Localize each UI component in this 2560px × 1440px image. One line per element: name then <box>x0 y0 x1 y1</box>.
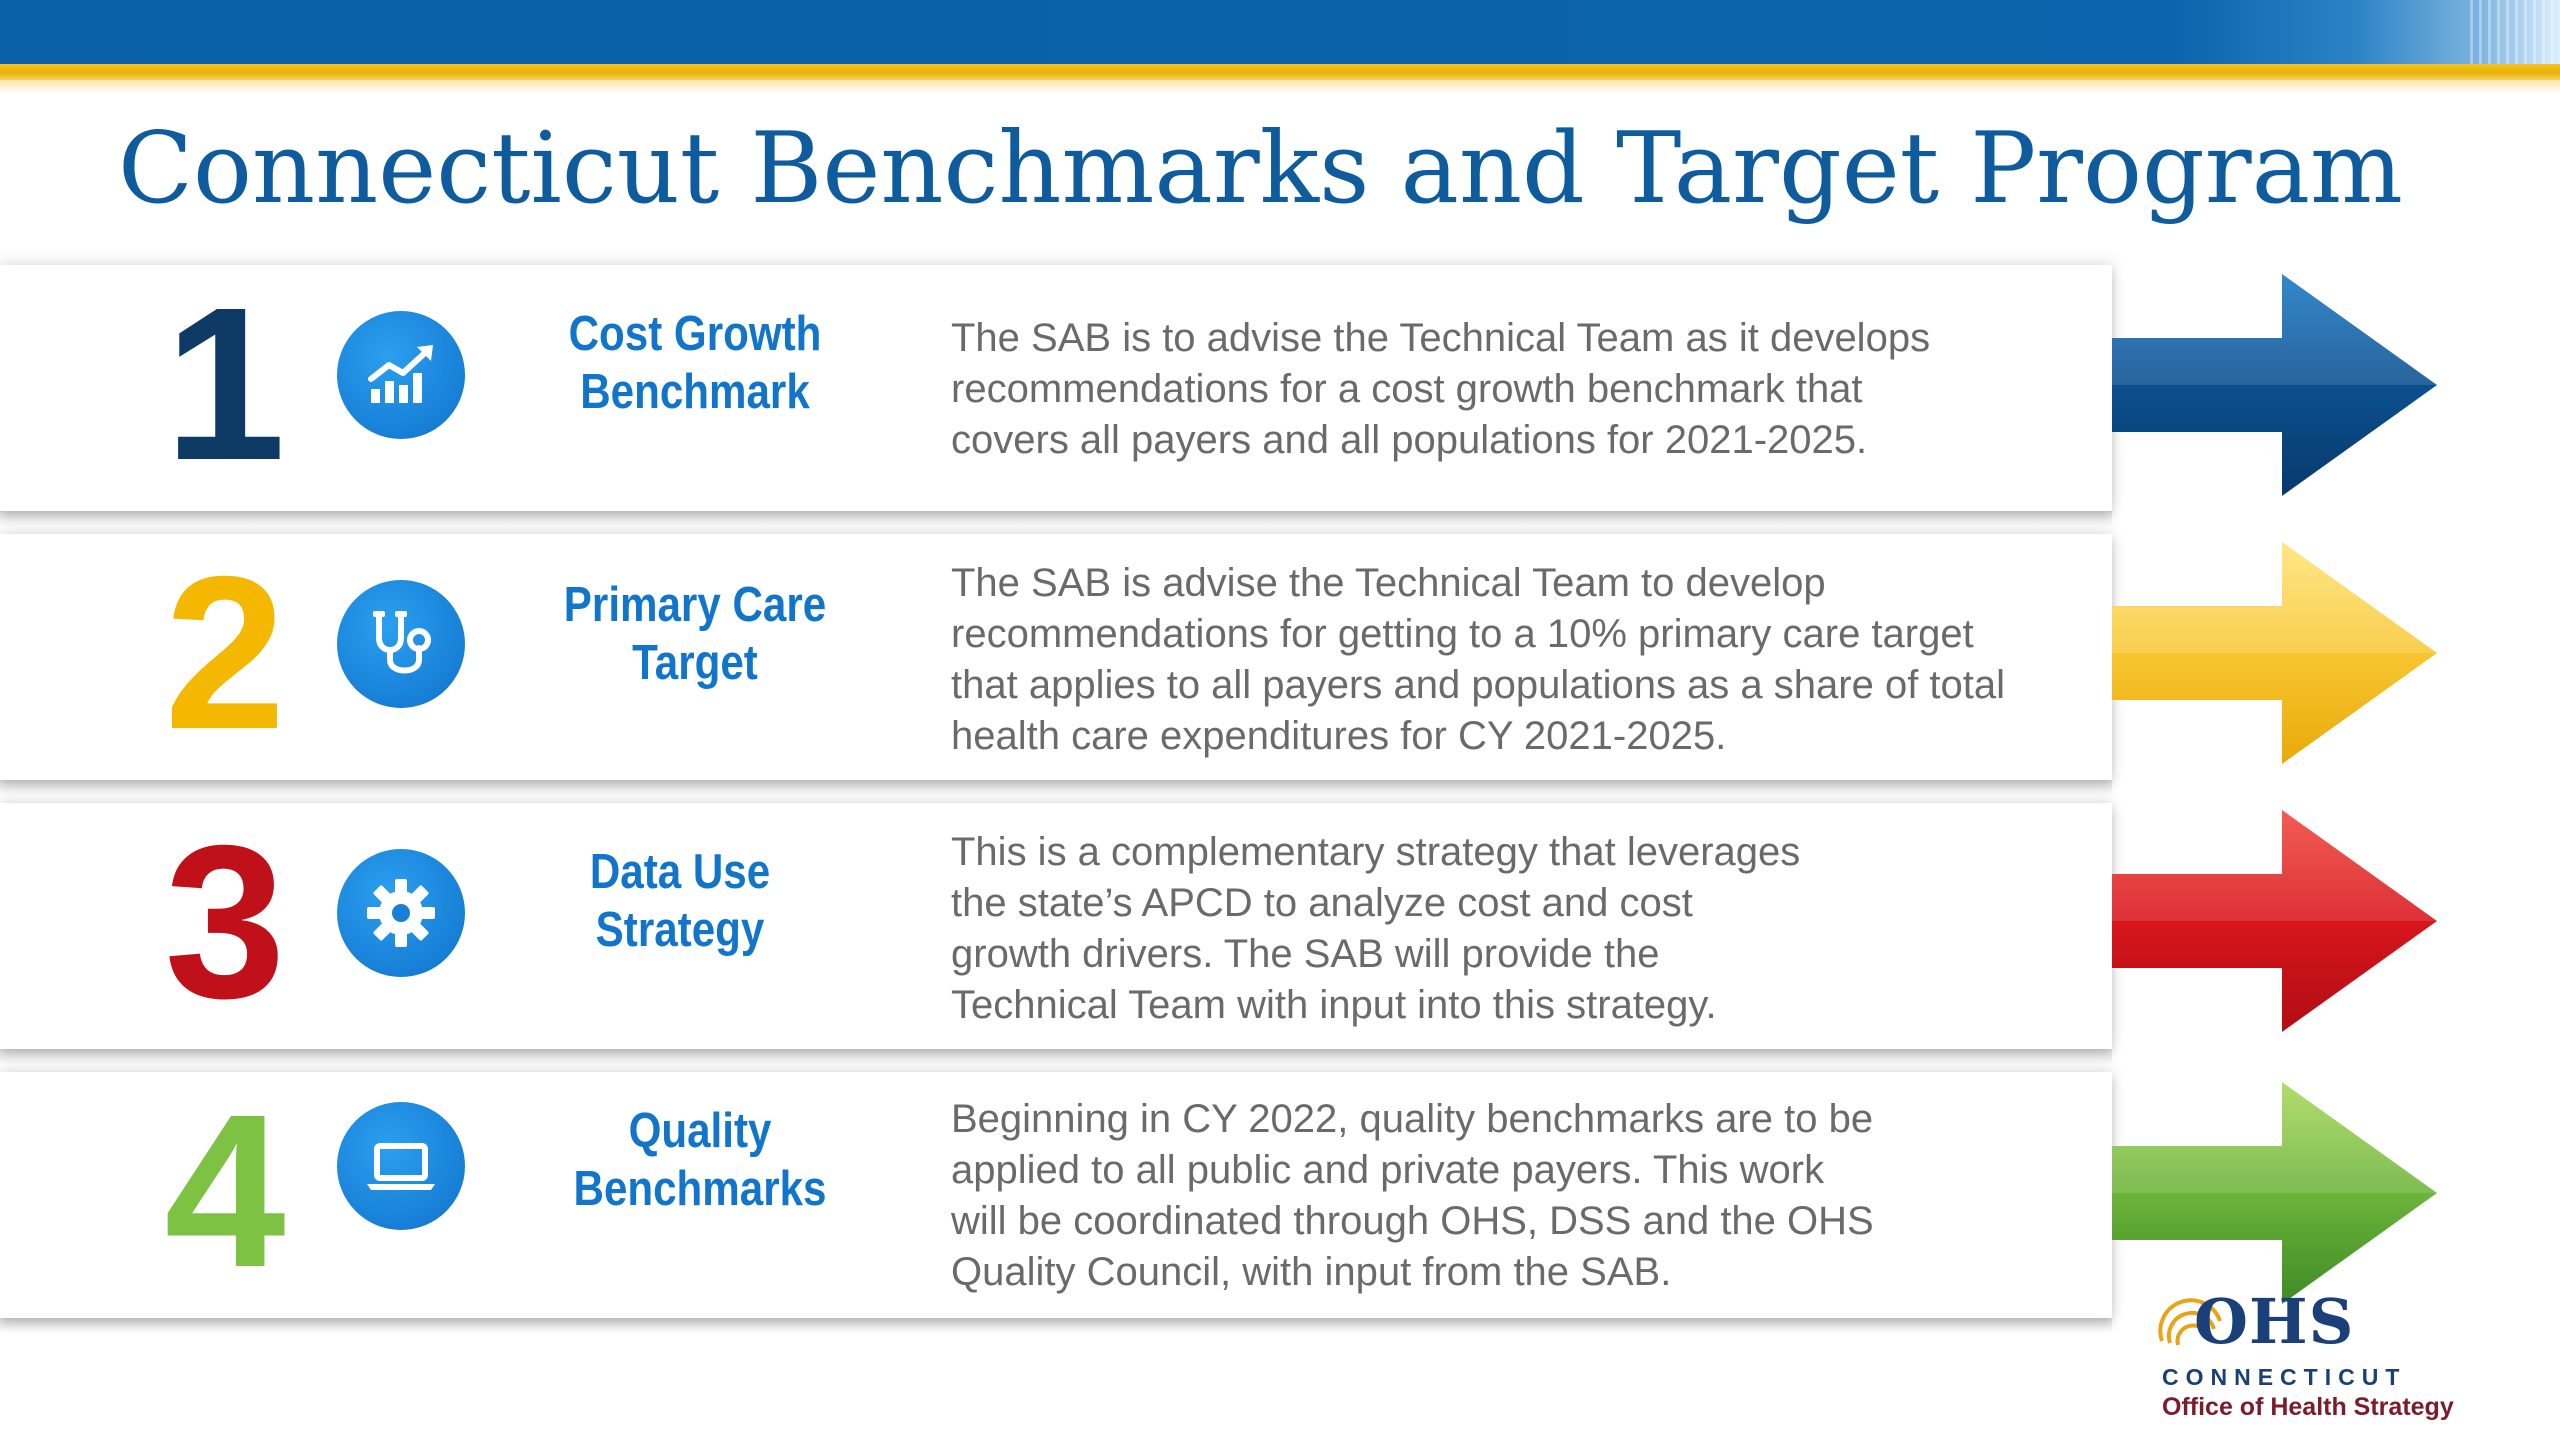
description-line: will be coordinated through OHS, DSS and the OHS <box>951 1199 1874 1243</box>
slide-title: Connecticut Benchmarks and Target Program <box>118 112 2403 226</box>
benchmark-row-4 <box>0 1072 2112 1318</box>
item-description <box>951 1094 2091 1298</box>
description-line: recommendations for getting to a 10% primary care target <box>951 612 1974 656</box>
item-description <box>951 827 2091 1031</box>
item-label-line: Primary Care <box>563 578 827 632</box>
description-line: growth drivers. The SAB will provide the <box>951 932 1660 976</box>
item-label <box>562 576 829 692</box>
item-label-line: Quality <box>628 1104 772 1158</box>
ohs-logo <box>2150 1285 2454 1435</box>
logo-office-name: Office of Health Strategy <box>2162 1393 2454 1421</box>
item-description <box>951 558 2091 762</box>
laptop-icon <box>337 1102 465 1230</box>
item-label-line: Target <box>632 636 758 690</box>
item-label <box>567 1102 834 1218</box>
header-gold-bar <box>0 64 2560 80</box>
logo-state: CONNECTICUT <box>2162 1364 2407 1390</box>
description-line: The SAB is advise the Technical Team to develop <box>951 561 1826 605</box>
chart-growth-icon <box>337 311 465 439</box>
description-line: health care expenditures for CY 2021-2025. <box>951 714 1727 758</box>
arrow-yellow <box>2112 538 2442 768</box>
item-label <box>547 843 814 959</box>
stethoscope-icon <box>337 580 465 708</box>
description-line: the state’s APCD to analyze cost and cost <box>951 881 1693 925</box>
description-line: Technical Team with input into this strategy. <box>951 983 1717 1027</box>
item-label <box>562 305 829 421</box>
logo-mark: OHS <box>2194 1285 2355 1358</box>
header-gold-fade <box>0 80 2560 94</box>
item-label-line: Strategy <box>595 903 765 957</box>
description-line: Quality Council, with input from the SAB. <box>951 1250 1672 1294</box>
item-label-line: Benchmark <box>580 365 810 419</box>
item-label-line: Benchmarks <box>573 1162 827 1216</box>
arrow-blue <box>2112 270 2442 500</box>
description-line: covers all payers and all populations for 2021-2025. <box>951 418 1868 462</box>
step-number: 3 <box>164 801 286 1044</box>
step-number: 2 <box>164 532 286 775</box>
description-line: applied to all public and private payers. This work <box>951 1148 1825 1192</box>
description-line: This is a complementary strategy that leverages <box>951 830 1801 874</box>
description-line: The SAB is to advise the Technical Team as it develops <box>951 316 1931 360</box>
benchmark-row-3 <box>0 803 2112 1049</box>
description-line: recommendations for a cost growth benchmark that <box>951 367 1863 411</box>
step-number: 1 <box>164 263 286 506</box>
item-label-line: Data Use <box>589 845 771 899</box>
gear-icon <box>337 849 465 977</box>
item-label-line: Cost Growth <box>568 307 822 361</box>
benchmark-row-2 <box>0 534 2112 780</box>
description-line: Beginning in CY 2022, quality benchmarks are to be <box>951 1097 1874 1141</box>
arrow-red <box>2112 806 2442 1036</box>
header-stripe-accent <box>2470 0 2560 64</box>
arrow-green <box>2112 1078 2442 1308</box>
benchmark-row-1 <box>0 265 2112 511</box>
header-blue-bar <box>0 0 2560 64</box>
description-line: that applies to all payers and populations as a share of total <box>951 663 2006 707</box>
item-description <box>951 313 2091 466</box>
step-number: 4 <box>164 1070 286 1313</box>
